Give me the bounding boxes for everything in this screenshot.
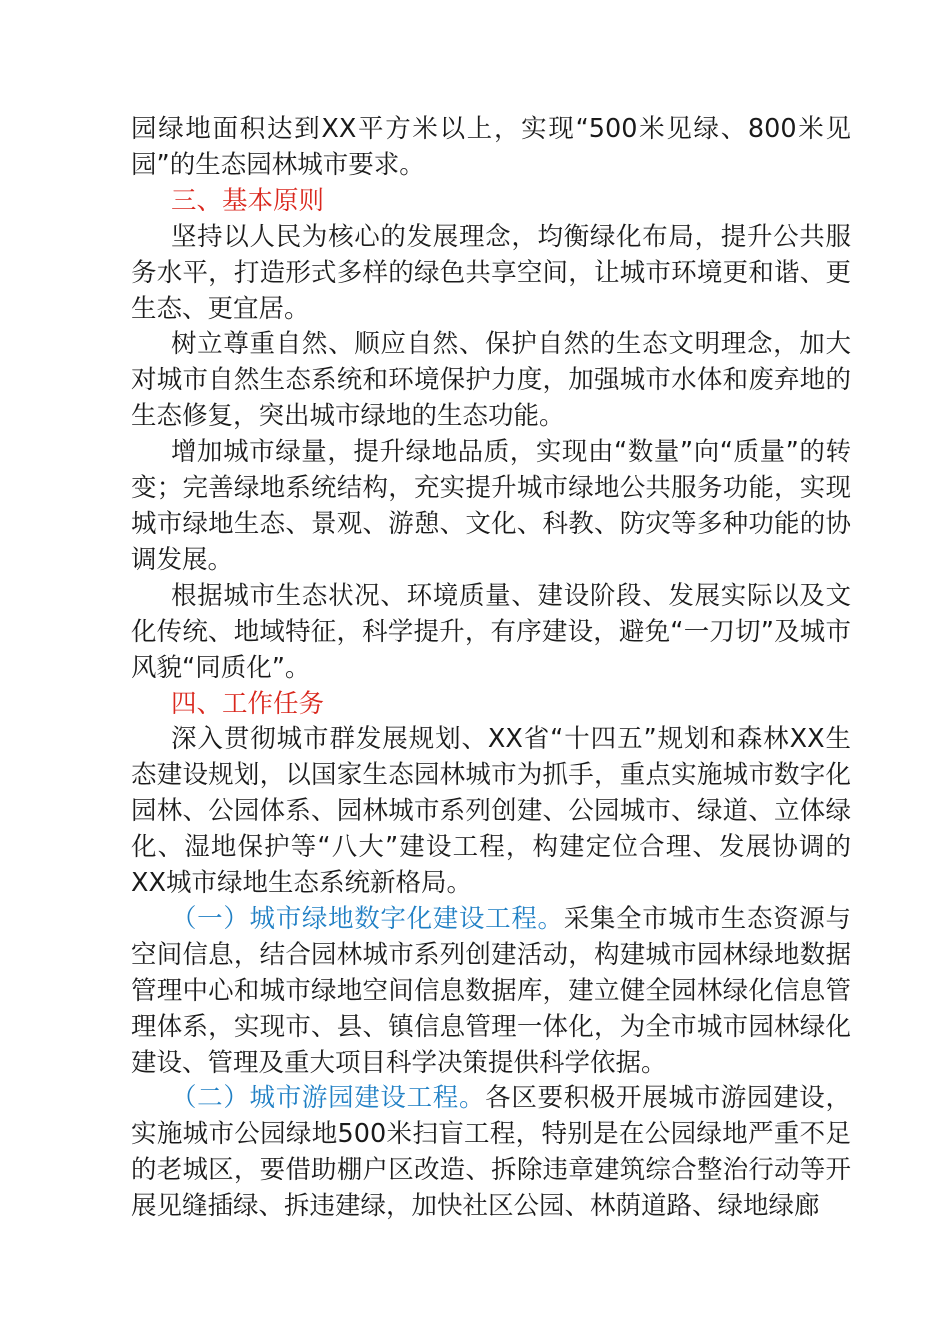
paragraph-tasks-intro: 深入贯彻城市群发展规划、XX省“十四五”规划和森林XX生态建设规划，以国家生态园林城市为抓手，重点实施城市数字化园林、公园体系、园林城市系列创建、公园城市、绿道、立体绿化、湿地保护等“八大”建设工程，构建定位合理、发展协调的XX城市绿地生态系统新格局。	[131, 724, 851, 899]
paragraph-task-2	[131, 1081, 851, 1225]
paragraph-principle-2: 树立尊重自然、顺应自然、保护自然的生态文明理念，加大对城市自然生态系统和环境保护力度，加强城市水体和废弃地的生态修复，突出城市绿地的生态功能。	[131, 329, 851, 432]
paragraph-principle-3: 增加城市绿量，提升绿地品质，实现由“数量”向“质量”的转变；完善绿地系统结构，充实提升城市绿地公共服务功能，实现城市绿地生态、景观、游憩、文化、科教、防灾等多种功能的协调发展。	[131, 437, 851, 575]
document-body	[131, 112, 851, 1225]
task-2-text: 各区要积极开展城市游园建设，实施城市公园绿地500米扫盲工程，特别是在公园绿地严重不足的老城区，要借助棚户区改造、拆除违章建筑综合整治行动等开展见缝插绿、拆违建绿，加快社区公园、林荫道路、绿地绿廊	[131, 1083, 851, 1222]
task-1-text: 采集全市城市生态资源与空间信息，结合园林城市系列创建活动，构建城市园林绿地数据管理中心和城市绿地空间信息数据库，建立健全园林绿化信息管理体系，实现市、县、镇信息管理一体化，为全市城市园林绿化建设、管理及重大项目科学决策提供科学依据。	[131, 903, 851, 1078]
paragraph-principle-4: 根据城市生态状况、环境质量、建设阶段、发展实际以及文化传统、地域特征，科学提升，有序建设，避免“一刀切”及城市风貌“同质化”。	[131, 580, 851, 683]
subheading-task-2: （二）城市游园建设工程。	[171, 1083, 486, 1114]
section-heading-work-tasks: 四、工作任务	[171, 688, 325, 719]
section-heading-basic-principles: 三、基本原则	[171, 185, 325, 216]
paragraph-continued: 园绿地面积达到XX平方米以上，实现“500米见绿、800米见园”的生态园林城市要求。	[131, 114, 851, 180]
subheading-task-1: （一）城市绿地数字化建设工程。	[171, 903, 564, 934]
paragraph-task-1	[131, 902, 851, 1082]
paragraph-principle-1: 坚持以人民为核心的发展理念，均衡绿化布局，提升公共服务水平，打造形式多样的绿色共享空间，让城市环境更和谐、更生态、更宜居。	[131, 221, 851, 324]
